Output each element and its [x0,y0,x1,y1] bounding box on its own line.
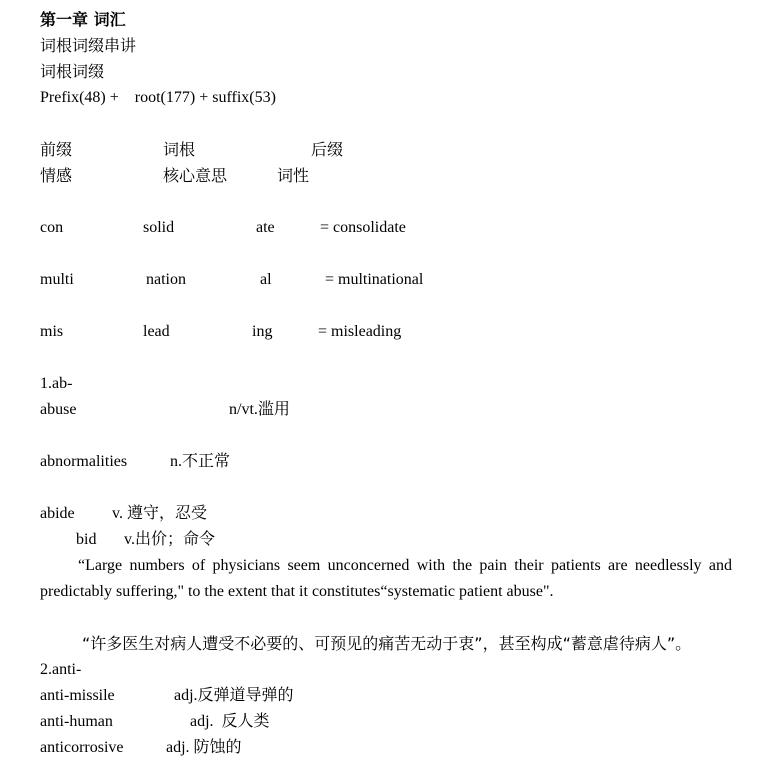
example-result: = consolidate [320,219,406,236]
example-result: = misleading [318,323,402,340]
formula-line: Prefix(48) + root(177) + suffix(53) [40,89,276,106]
vocab-word: anti-human [40,713,113,730]
subtitle-root-affix-lecture: 词根词缀串讲 [40,36,137,55]
vocab-meaning: n/vt.滥用 [229,401,290,418]
subtitle-root-affix: 词根词缀 [40,62,105,81]
header-core-meaning: 核心意思 [163,166,228,185]
example-root: nation [146,271,186,288]
example-quote-english: “Large numbers of physicians seem unconcerned with the pain their patients are needlessly and predictably suffering," to the extent that it constitutes“systematic patient abuse". [40,557,732,600]
vocab-meaning: adj.反弹道导弹的 [174,687,294,704]
section-heading-anti: 2.anti- [40,661,82,678]
vocab-word: bid [76,531,97,548]
header-emotion: 情感 [40,166,73,185]
vocab-meaning: v.出价；命令 [124,531,215,548]
example-root: lead [143,323,170,340]
example-prefix: multi [40,271,74,288]
header-root: 词根 [163,140,196,159]
header-suffix: 后缀 [311,140,344,159]
vocab-meaning: adj. 防蚀的 [166,739,242,756]
vocab-word: anticorrosive [40,739,124,756]
vocab-meaning: v. 遵守，忍受 [112,505,207,522]
example-suffix: ing [252,323,273,340]
example-root: solid [143,219,175,236]
vocab-word: abide [40,505,75,522]
example-quote-chinese: “许多医生对病人遭受不必要的、可预见的痛苦无动于衷”，甚至构成“蓄意虐待病人”。 [82,634,692,653]
example-prefix: con [40,219,64,236]
header-part-of-speech: 词性 [277,166,310,185]
example-result: = multinational [325,271,424,288]
vocab-word: abnormalities [40,453,128,470]
chapter-title: 第一章 词汇 [40,10,126,29]
example-suffix: al [260,271,272,288]
example-prefix: mis [40,323,64,340]
vocab-meaning: adj. 反人类 [190,713,270,730]
vocab-word: abuse [40,401,77,418]
section-heading-ab: 1.ab- [40,375,73,392]
header-prefix: 前缀 [40,140,73,159]
vocab-word: anti-missile [40,687,115,704]
example-suffix: ate [256,219,275,236]
vocab-meaning: n.不正常 [170,453,231,470]
